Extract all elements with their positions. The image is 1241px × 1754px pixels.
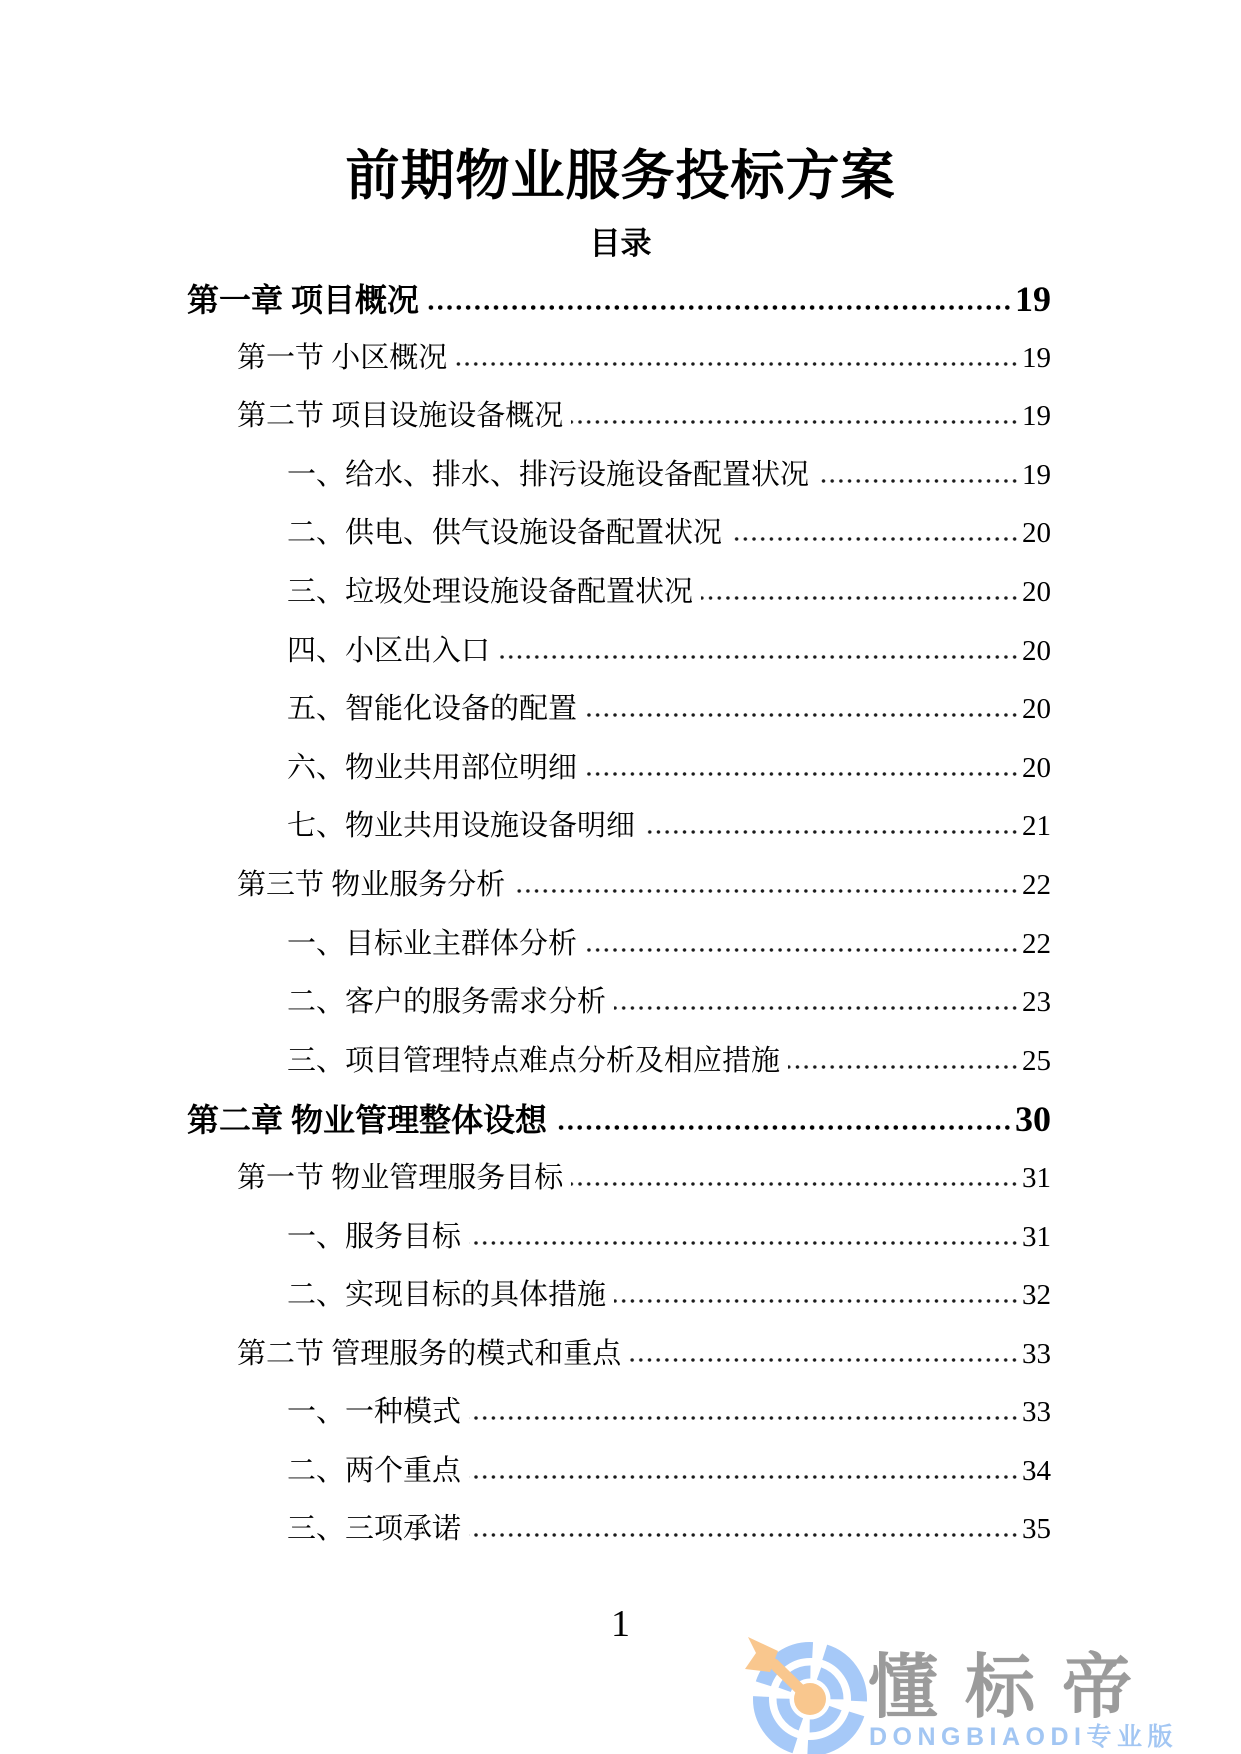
dot-leader (585, 947, 1019, 953)
dot-leader (469, 1415, 1019, 1421)
dot-leader (469, 1474, 1019, 1480)
toc-entry-page: 33 (1022, 1337, 1051, 1370)
toc-entry-page: 20 (1022, 517, 1051, 550)
toc-entry-label: 四、小区出入口 (287, 634, 491, 667)
toc-entry (187, 1032, 1051, 1091)
toc-entry-page: 33 (1022, 1396, 1051, 1429)
toc-entry-label: 六、物业共用部位明细 (287, 751, 578, 784)
toc-entry-page: 35 (1022, 1513, 1051, 1546)
brand-name-en: DONGBIAODI (869, 1723, 1087, 1751)
toc-entry-label: 第一节 物业管理服务目标 (237, 1161, 564, 1194)
dot-leader (469, 1532, 1019, 1538)
toc-heading: 目录 (589, 226, 652, 261)
target-dart-icon (740, 1629, 880, 1754)
toc-entry-label: 一、目标业主群体分析 (287, 927, 578, 960)
toc-entry-page: 20 (1022, 693, 1051, 726)
toc-entry-page: 19 (1022, 458, 1051, 491)
toc-entry-page: 22 (1022, 868, 1051, 901)
toc-entry-page: 34 (1022, 1454, 1051, 1487)
toc-entry-label: 三、三项承诺 (287, 1513, 462, 1546)
toc-entry (187, 739, 1051, 798)
toc-entry (187, 1383, 1051, 1442)
brand-name-cn: 懂标帝 (868, 1648, 1159, 1726)
toc-entry-label: 二、供电、供气设施设备配置状况 (287, 517, 723, 550)
dot-leader (571, 1181, 1019, 1187)
toc-entry (187, 446, 1051, 505)
toc-entry-label: 第二节 管理服务的模式和重点 (237, 1337, 622, 1370)
toc-entry-page: 32 (1022, 1279, 1051, 1312)
toc-entry-label: 七、物业共用设施设备明细 (287, 810, 636, 843)
toc-entry-label: 一、服务目标 (287, 1220, 462, 1253)
toc-entry-label: 第一章 项目概况 (187, 282, 420, 318)
dot-leader (498, 654, 1019, 660)
toc-entry (187, 856, 1051, 915)
toc-entry (187, 270, 1051, 329)
dot-leader (585, 712, 1019, 718)
toc-entry-label: 第二章 物业管理整体设想 (187, 1102, 548, 1139)
toc-entry-label: 第一节 小区概况 (237, 341, 448, 374)
toc-entry (187, 1325, 1051, 1384)
toc-entry-page: 19 (1022, 400, 1051, 433)
dot-leader (629, 1357, 1019, 1363)
dot-leader (614, 1298, 1019, 1304)
toc-entry-page: 30 (1015, 1099, 1051, 1140)
page-number: 1 (611, 1603, 630, 1645)
table-of-contents (187, 270, 1051, 1559)
toc-entry-label: 第三节 物业服务分析 (237, 868, 506, 901)
dot-leader (455, 361, 1019, 367)
dot-leader (555, 1124, 1012, 1131)
toc-entry-page: 31 (1022, 1161, 1051, 1194)
dot-leader (513, 888, 1019, 894)
toc-entry-label: 三、项目管理特点难点分析及相应措施 (287, 1044, 781, 1077)
dot-leader (427, 304, 1012, 311)
toc-entry (187, 1500, 1051, 1559)
toc-entry (187, 1149, 1051, 1208)
toc-entry-label: 二、两个重点 (287, 1454, 462, 1487)
toc-entry-page: 20 (1022, 634, 1051, 667)
toc-entry-label: 二、实现目标的具体措施 (287, 1279, 607, 1312)
dot-leader (643, 829, 1019, 835)
dot-leader (571, 419, 1019, 425)
toc-entry-page: 21 (1022, 810, 1051, 843)
toc-entry-label: 一、给水、排水、排污设施设备配置状况 (287, 458, 810, 491)
document-title: 前期物业服务投标方案 (345, 146, 896, 206)
toc-entry-page: 23 (1022, 986, 1051, 1019)
toc-entry-page: 20 (1022, 575, 1051, 608)
toc-entry (187, 622, 1051, 681)
toc-entry-page: 31 (1022, 1220, 1051, 1253)
toc-entry (187, 563, 1051, 622)
toc-entry-label: 三、垃圾处理设施设备配置状况 (287, 575, 694, 608)
dot-leader (701, 595, 1019, 601)
toc-entry (187, 1442, 1051, 1501)
toc-entry-page: 19 (1022, 341, 1051, 374)
dot-leader (585, 771, 1019, 777)
dot-leader (730, 536, 1019, 542)
toc-entry (187, 973, 1051, 1032)
toc-entry (187, 680, 1051, 739)
toc-entry (187, 1266, 1051, 1325)
toc-entry-page: 19 (1015, 279, 1051, 319)
toc-entry (187, 797, 1051, 856)
toc-entry (187, 387, 1051, 446)
toc-entry (187, 1090, 1051, 1149)
toc-entry (187, 1208, 1051, 1267)
toc-entry-label: 五、智能化设备的配置 (287, 693, 578, 726)
brand-caption (869, 1722, 1178, 1752)
dot-leader (817, 478, 1019, 484)
toc-entry-label: 第二节 项目设施设备概况 (237, 400, 564, 433)
brand-edition: 专业版 (1086, 1723, 1179, 1751)
toc-entry-page: 20 (1022, 751, 1051, 784)
toc-entry (187, 915, 1051, 974)
dot-leader (469, 1240, 1019, 1246)
toc-entry (187, 329, 1051, 388)
toc-entry-label: 二、客户的服务需求分析 (287, 986, 607, 1019)
dot-leader (614, 1005, 1019, 1011)
dot-leader (788, 1064, 1019, 1070)
toc-entry-page: 25 (1022, 1044, 1051, 1077)
toc-entry-page: 22 (1022, 927, 1051, 960)
toc-entry (187, 504, 1051, 563)
toc-entry-label: 一、一种模式 (287, 1396, 462, 1429)
